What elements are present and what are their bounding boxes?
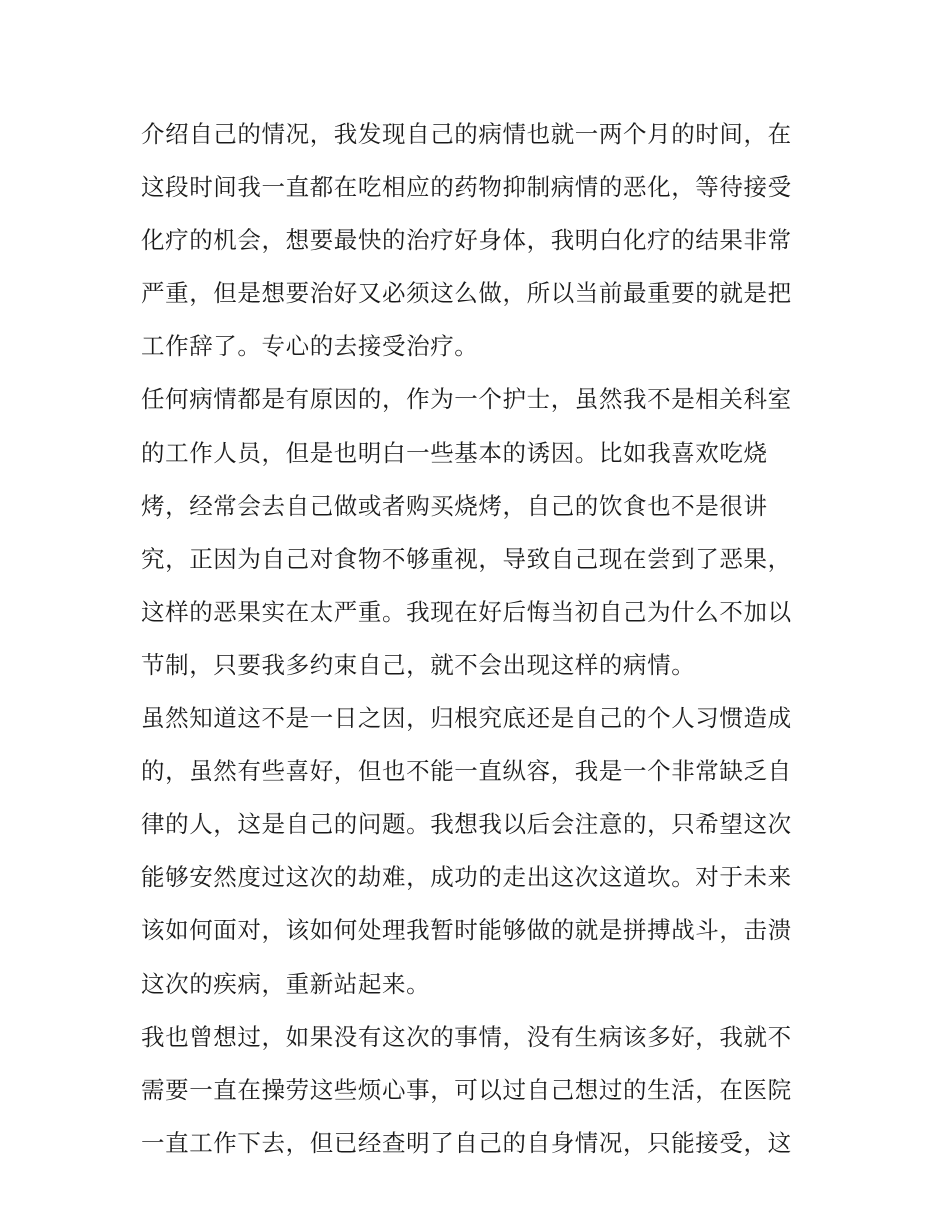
text-line: 该如何面对，该如何处理我暂时能够做的就是拼搏战斗，击溃 xyxy=(141,916,792,945)
text-line: 虽然知道这不是一日之因，归根究底还是自己的个人习惯造成 xyxy=(141,704,792,733)
text-line: 介绍自己的情况，我发现自己的病情也就一两个月的时间，在 xyxy=(141,120,792,148)
text-line: 节制，只要我多约束自己，就不会出现这样的病情。 xyxy=(141,650,696,679)
text-line: 的，虽然有些喜好，但也不能一直纵容，我是一个非常缺乏自 xyxy=(141,757,792,786)
text-line: 的工作人员，但是也明白一些基本的诱因。比如我喜欢吃烧 xyxy=(141,438,768,467)
text-line: 一直工作下去，但已经查明了自己的自身情况，只能接受，这 xyxy=(141,1128,792,1157)
text-line: 烤，经常会去自己做或者购买烧烤，自己的饮食也不是很讲 xyxy=(141,491,768,520)
text-line: 这次的疾病，重新站起来。 xyxy=(141,969,431,998)
document-body-text xyxy=(141,108,813,1170)
text-line: 化疗的机会，想要最快的治疗好身体，我明白化疗的结果非常 xyxy=(141,226,792,255)
text-line: 严重，但是想要治好又必须这么做，所以当前最重要的就是把 xyxy=(141,279,792,308)
text-line: 需要一直在操劳这些烦心事，可以过自己想过的生活，在医院 xyxy=(141,1075,792,1104)
text-line: 这样的恶果实在太严重。我现在好后悔当初自己为什么不加以 xyxy=(141,597,792,626)
text-line: 律的人，这是自己的问题。我想我以后会注意的，只希望这次 xyxy=(141,810,792,839)
text-line: 我也曾想过，如果没有这次的事情，没有生病该多好，我就不 xyxy=(141,1022,792,1051)
text-line: 这段时间我一直都在吃相应的药物抑制病情的恶化，等待接受 xyxy=(141,173,792,202)
text-line: 任何病情都是有原因的，作为一个护士，虽然我不是相关科室 xyxy=(141,385,792,414)
text-line: 能够安然度过这次的劫难，成功的走出这次这道坎。对于未来 xyxy=(141,863,792,892)
text-line: 工作辞了。专心的去接受治疗。 xyxy=(141,332,479,361)
text-line: 究，正因为自己对食物不够重视，导致自己现在尝到了恶果， xyxy=(141,544,792,573)
